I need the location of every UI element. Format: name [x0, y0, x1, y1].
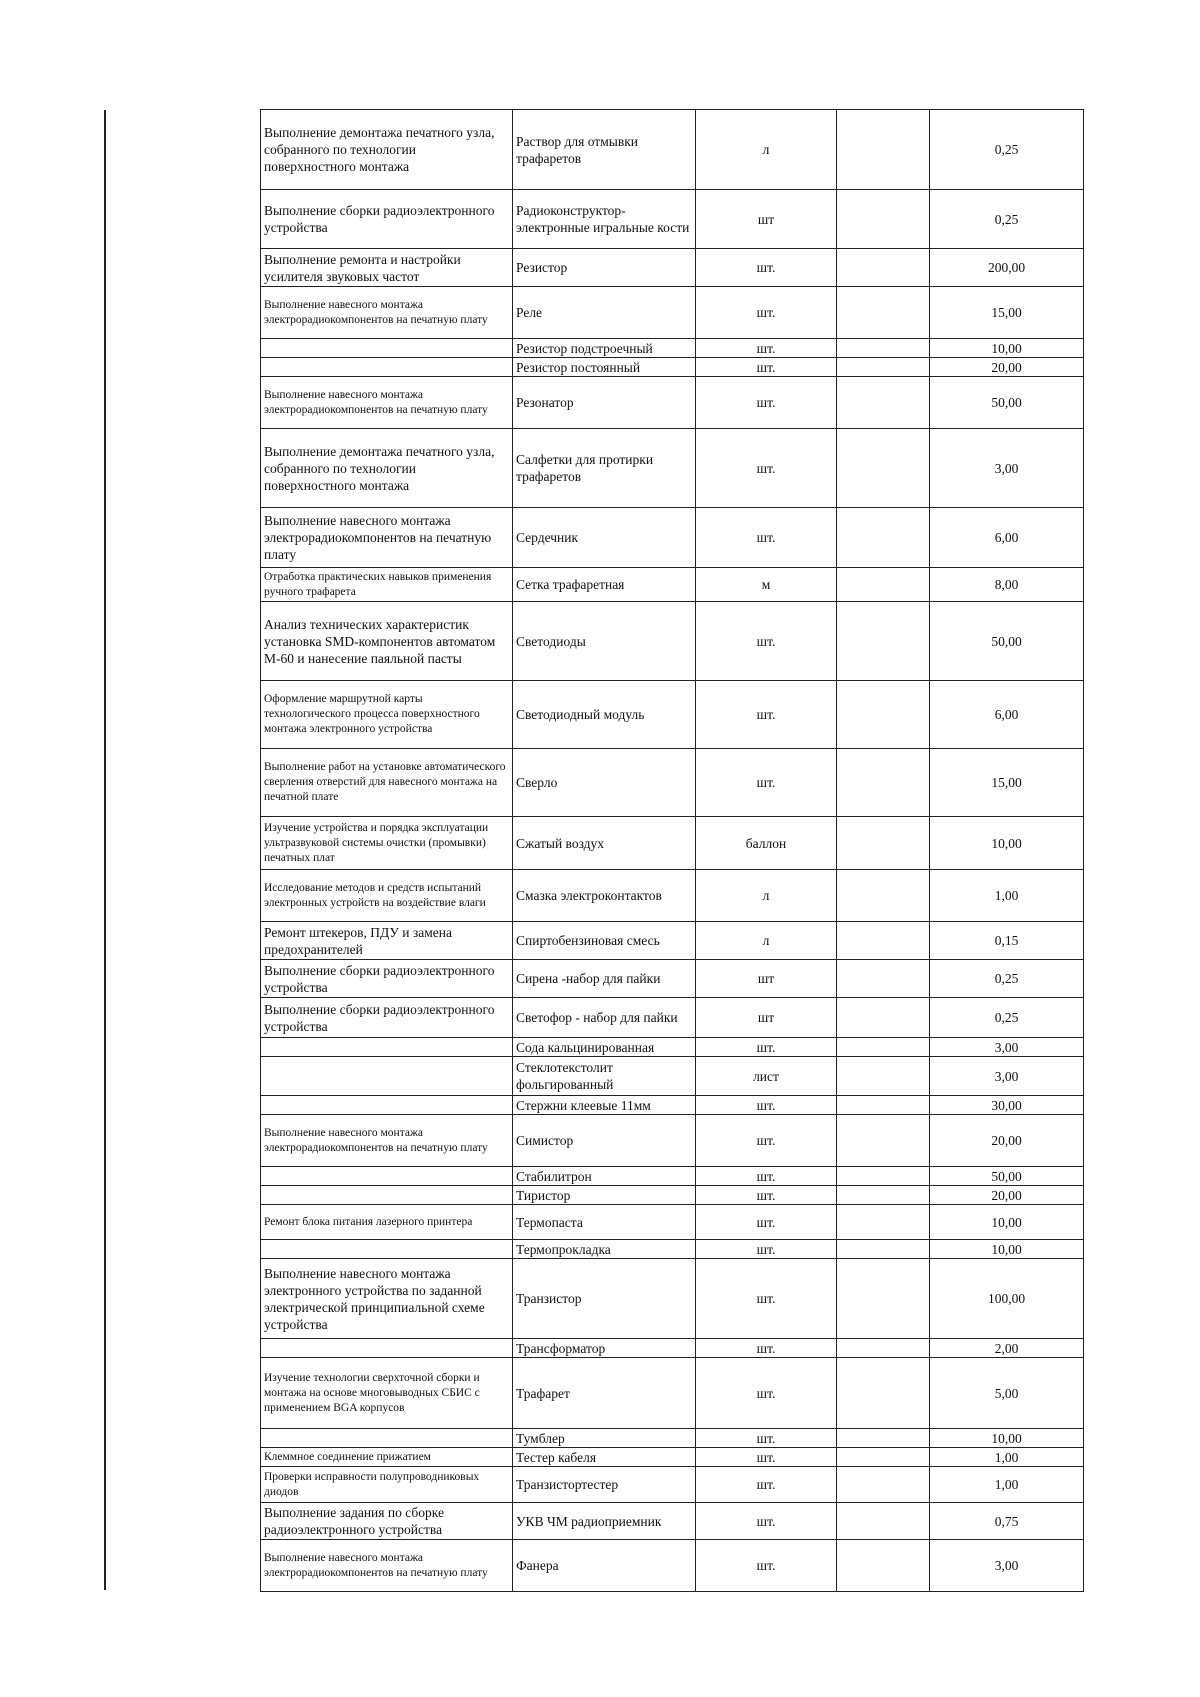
- table-row: [261, 287, 1084, 339]
- task-cell: [261, 339, 513, 358]
- empty-cell: [837, 1240, 930, 1259]
- task-cell: Выполнение навесного монтажа электронного устройства по заданной электрической принципиальной схеме устройства: [261, 1259, 513, 1339]
- task-cell: Выполнение демонтажа печатного узла, собранного по технологии поверхностного монтажа: [261, 429, 513, 508]
- unit-cell: м: [696, 568, 837, 602]
- material-cell: Сода кальцинированная: [513, 1038, 696, 1057]
- task-cell: [261, 358, 513, 377]
- table-row: [261, 1540, 1084, 1592]
- quantity-cell: 20,00: [930, 1115, 1084, 1167]
- quantity-cell: 50,00: [930, 602, 1084, 681]
- unit-cell: шт.: [696, 508, 837, 568]
- table-row: [261, 508, 1084, 568]
- material-cell: Термопаста: [513, 1205, 696, 1240]
- empty-cell: [837, 960, 930, 998]
- material-cell: Транзистортестер: [513, 1467, 696, 1503]
- empty-cell: [837, 568, 930, 602]
- empty-cell: [837, 287, 930, 339]
- task-cell: Выполнение сборки радиоэлектронного устройства: [261, 960, 513, 998]
- table-row: [261, 1186, 1084, 1205]
- table-row: [261, 1429, 1084, 1448]
- table-row: [261, 1115, 1084, 1167]
- table-row: [261, 817, 1084, 870]
- unit-cell: шт: [696, 960, 837, 998]
- left-margin-line: [104, 110, 106, 1590]
- quantity-cell: 20,00: [930, 358, 1084, 377]
- unit-cell: шт.: [696, 1429, 837, 1448]
- task-cell: [261, 1240, 513, 1259]
- table-row: [261, 1167, 1084, 1186]
- unit-cell: шт.: [696, 377, 837, 429]
- unit-cell: баллон: [696, 817, 837, 870]
- material-cell: Сжатый воздух: [513, 817, 696, 870]
- material-cell: Спиртобензиновая смесь: [513, 922, 696, 960]
- material-cell: Реле: [513, 287, 696, 339]
- quantity-cell: 10,00: [930, 817, 1084, 870]
- table-row: [261, 1096, 1084, 1115]
- unit-cell: шт.: [696, 1540, 837, 1592]
- task-cell: Выполнение работ на установке автоматического сверления отверстий для навесного монтажа на печатной плате: [261, 749, 513, 817]
- unit-cell: шт.: [696, 1167, 837, 1186]
- empty-cell: [837, 922, 930, 960]
- material-cell: Термопрокладка: [513, 1240, 696, 1259]
- empty-cell: [837, 1503, 930, 1540]
- table-row: [261, 1448, 1084, 1467]
- unit-cell: шт: [696, 190, 837, 249]
- task-cell: [261, 1186, 513, 1205]
- table-row: [261, 922, 1084, 960]
- unit-cell: шт.: [696, 1358, 837, 1429]
- table-row: [261, 190, 1084, 249]
- table-row: [261, 870, 1084, 922]
- task-cell: Выполнение демонтажа печатного узла, собранного по технологии поверхностного монтажа: [261, 110, 513, 190]
- empty-cell: [837, 1540, 930, 1592]
- quantity-cell: 0,25: [930, 998, 1084, 1038]
- unit-cell: шт: [696, 998, 837, 1038]
- unit-cell: шт.: [696, 1205, 837, 1240]
- table-body: [261, 110, 1084, 1592]
- material-cell: Стержни клеевые 11мм: [513, 1096, 696, 1115]
- unit-cell: шт.: [696, 287, 837, 339]
- unit-cell: л: [696, 870, 837, 922]
- table-row: [261, 1467, 1084, 1503]
- task-cell: Выполнение навесного монтажа электрорадиокомпонентов на печатную плату: [261, 1540, 513, 1592]
- unit-cell: шт.: [696, 339, 837, 358]
- task-cell: Изучение устройства и порядка эксплуатации ультразвуковой системы очистки (промывки) печатных плат: [261, 817, 513, 870]
- task-cell: Выполнение сборки радиоэлектронного устройства: [261, 998, 513, 1038]
- unit-cell: шт.: [696, 1240, 837, 1259]
- unit-cell: шт.: [696, 1339, 837, 1358]
- task-cell: [261, 1167, 513, 1186]
- material-cell: Сетка трафаретная: [513, 568, 696, 602]
- material-cell: Смазка электроконтактов: [513, 870, 696, 922]
- empty-cell: [837, 1339, 930, 1358]
- unit-cell: шт.: [696, 1115, 837, 1167]
- unit-cell: шт.: [696, 681, 837, 749]
- quantity-cell: 100,00: [930, 1259, 1084, 1339]
- quantity-cell: 10,00: [930, 1205, 1084, 1240]
- empty-cell: [837, 1358, 930, 1429]
- table-row: [261, 358, 1084, 377]
- quantity-cell: 0,75: [930, 1503, 1084, 1540]
- quantity-cell: 6,00: [930, 681, 1084, 749]
- quantity-cell: 3,00: [930, 1057, 1084, 1096]
- task-cell: [261, 1096, 513, 1115]
- empty-cell: [837, 358, 930, 377]
- material-cell: Транзистор: [513, 1259, 696, 1339]
- empty-cell: [837, 377, 930, 429]
- empty-cell: [837, 1038, 930, 1057]
- empty-cell: [837, 1186, 930, 1205]
- unit-cell: шт.: [696, 1186, 837, 1205]
- material-cell: Раствор для отмывки трафаретов: [513, 110, 696, 190]
- table-row: [261, 1503, 1084, 1540]
- quantity-cell: 15,00: [930, 749, 1084, 817]
- unit-cell: шт.: [696, 749, 837, 817]
- table-row: [261, 1358, 1084, 1429]
- empty-cell: [837, 998, 930, 1038]
- empty-cell: [837, 1057, 930, 1096]
- task-cell: Изучение технологии сверхточной сборки и монтажа на основе многовыводных СБИС с применением BGA корпусов: [261, 1358, 513, 1429]
- unit-cell: шт.: [696, 358, 837, 377]
- table-row: [261, 602, 1084, 681]
- table-row: [261, 1259, 1084, 1339]
- task-cell: Выполнение задания по сборке радиоэлектронного устройства: [261, 1503, 513, 1540]
- empty-cell: [837, 1448, 930, 1467]
- unit-cell: шт.: [696, 429, 837, 508]
- table-row: [261, 1057, 1084, 1096]
- empty-cell: [837, 190, 930, 249]
- material-cell: Сверло: [513, 749, 696, 817]
- task-cell: [261, 1339, 513, 1358]
- material-cell: УКВ ЧМ радиоприемник: [513, 1503, 696, 1540]
- empty-cell: [837, 681, 930, 749]
- unit-cell: шт.: [696, 249, 837, 287]
- material-cell: Резистор подстроечный: [513, 339, 696, 358]
- table-row: [261, 249, 1084, 287]
- quantity-cell: 10,00: [930, 339, 1084, 358]
- material-cell: Резистор постоянный: [513, 358, 696, 377]
- table-row: [261, 568, 1084, 602]
- empty-cell: [837, 1467, 930, 1503]
- quantity-cell: 30,00: [930, 1096, 1084, 1115]
- table-row: [261, 1205, 1084, 1240]
- empty-cell: [837, 1167, 930, 1186]
- quantity-cell: 3,00: [930, 1038, 1084, 1057]
- material-cell: Тумблер: [513, 1429, 696, 1448]
- unit-cell: шт.: [696, 1503, 837, 1540]
- material-cell: Светофор - набор для пайки: [513, 998, 696, 1038]
- table-row: [261, 429, 1084, 508]
- empty-cell: [837, 1096, 930, 1115]
- table-row: [261, 749, 1084, 817]
- empty-cell: [837, 1205, 930, 1240]
- table-row: [261, 1240, 1084, 1259]
- table-row: [261, 1038, 1084, 1057]
- unit-cell: шт.: [696, 1038, 837, 1057]
- unit-cell: шт.: [696, 1096, 837, 1115]
- empty-cell: [837, 110, 930, 190]
- empty-cell: [837, 1115, 930, 1167]
- task-cell: [261, 1038, 513, 1057]
- material-cell: Сирена -набор для пайки: [513, 960, 696, 998]
- quantity-cell: 3,00: [930, 429, 1084, 508]
- quantity-cell: 2,00: [930, 1339, 1084, 1358]
- material-cell: Резистор: [513, 249, 696, 287]
- task-cell: Выполнение навесного монтажа электрорадиокомпонентов на печатную плату: [261, 508, 513, 568]
- material-cell: Резонатор: [513, 377, 696, 429]
- quantity-cell: 1,00: [930, 1467, 1084, 1503]
- task-cell: Ремонт блока питания лазерного принтера: [261, 1205, 513, 1240]
- unit-cell: шт.: [696, 1467, 837, 1503]
- quantity-cell: 6,00: [930, 508, 1084, 568]
- empty-cell: [837, 749, 930, 817]
- quantity-cell: 1,00: [930, 1448, 1084, 1467]
- material-cell: Стеклотекстолит фольгированный: [513, 1057, 696, 1096]
- empty-cell: [837, 1259, 930, 1339]
- task-cell: [261, 1429, 513, 1448]
- unit-cell: шт.: [696, 602, 837, 681]
- material-cell: Тестер кабеля: [513, 1448, 696, 1467]
- empty-cell: [837, 339, 930, 358]
- table-row: [261, 339, 1084, 358]
- quantity-cell: 0,15: [930, 922, 1084, 960]
- quantity-cell: 10,00: [930, 1429, 1084, 1448]
- material-cell: Трансформатор: [513, 1339, 696, 1358]
- material-cell: Стабилитрон: [513, 1167, 696, 1186]
- quantity-cell: 0,25: [930, 960, 1084, 998]
- unit-cell: шт.: [696, 1448, 837, 1467]
- quantity-cell: 50,00: [930, 1167, 1084, 1186]
- task-cell: Выполнение навесного монтажа электрорадиокомпонентов на печатную плату: [261, 287, 513, 339]
- material-cell: Салфетки для протирки трафаретов: [513, 429, 696, 508]
- table-row: [261, 1339, 1084, 1358]
- table-row: [261, 110, 1084, 190]
- unit-cell: л: [696, 110, 837, 190]
- empty-cell: [837, 870, 930, 922]
- quantity-cell: 1,00: [930, 870, 1084, 922]
- material-cell: Радиоконструктор- электронные игральные кости: [513, 190, 696, 249]
- table-row: [261, 681, 1084, 749]
- quantity-cell: 15,00: [930, 287, 1084, 339]
- task-cell: Выполнение сборки радиоэлектронного устройства: [261, 190, 513, 249]
- material-cell: Трафарет: [513, 1358, 696, 1429]
- table-row: [261, 377, 1084, 429]
- task-cell: [261, 1057, 513, 1096]
- quantity-cell: 200,00: [930, 249, 1084, 287]
- table-row: [261, 998, 1084, 1038]
- unit-cell: шт.: [696, 1259, 837, 1339]
- task-cell: Ремонт штекеров, ПДУ и замена предохранителей: [261, 922, 513, 960]
- empty-cell: [837, 508, 930, 568]
- empty-cell: [837, 249, 930, 287]
- empty-cell: [837, 602, 930, 681]
- empty-cell: [837, 1429, 930, 1448]
- quantity-cell: 3,00: [930, 1540, 1084, 1592]
- quantity-cell: 5,00: [930, 1358, 1084, 1429]
- table-row: [261, 960, 1084, 998]
- task-cell: Выполнение навесного монтажа электрорадиокомпонентов на печатную плату: [261, 1115, 513, 1167]
- quantity-cell: 0,25: [930, 110, 1084, 190]
- task-cell: Клеммное соединение прижатием: [261, 1448, 513, 1467]
- material-cell: Тиристор: [513, 1186, 696, 1205]
- material-cell: Фанера: [513, 1540, 696, 1592]
- task-cell: Отработка практических навыков применения ручного трафарета: [261, 568, 513, 602]
- quantity-cell: 8,00: [930, 568, 1084, 602]
- empty-cell: [837, 817, 930, 870]
- task-cell: Выполнение навесного монтажа электрорадиокомпонентов на печатную плату: [261, 377, 513, 429]
- unit-cell: л: [696, 922, 837, 960]
- empty-cell: [837, 429, 930, 508]
- quantity-cell: 50,00: [930, 377, 1084, 429]
- task-cell: Оформление маршрутной карты технологического процесса поверхностного монтажа электронного устройства: [261, 681, 513, 749]
- quantity-cell: 10,00: [930, 1240, 1084, 1259]
- materials-table: [260, 109, 1084, 1592]
- task-cell: Выполнение ремонта и настройки усилителя звуковых частот: [261, 249, 513, 287]
- quantity-cell: 0,25: [930, 190, 1084, 249]
- unit-cell: лист: [696, 1057, 837, 1096]
- material-cell: Симистор: [513, 1115, 696, 1167]
- material-cell: Сердечник: [513, 508, 696, 568]
- task-cell: Исследование методов и средств испытаний электронных устройств на воздействие влаги: [261, 870, 513, 922]
- material-cell: Светодиоды: [513, 602, 696, 681]
- task-cell: Проверки исправности полупроводниковых диодов: [261, 1467, 513, 1503]
- material-cell: Светодиодный модуль: [513, 681, 696, 749]
- task-cell: Анализ технических характеристик установка SMD-компонентов автоматом М-60 и нанесение паяльной пасты: [261, 602, 513, 681]
- quantity-cell: 20,00: [930, 1186, 1084, 1205]
